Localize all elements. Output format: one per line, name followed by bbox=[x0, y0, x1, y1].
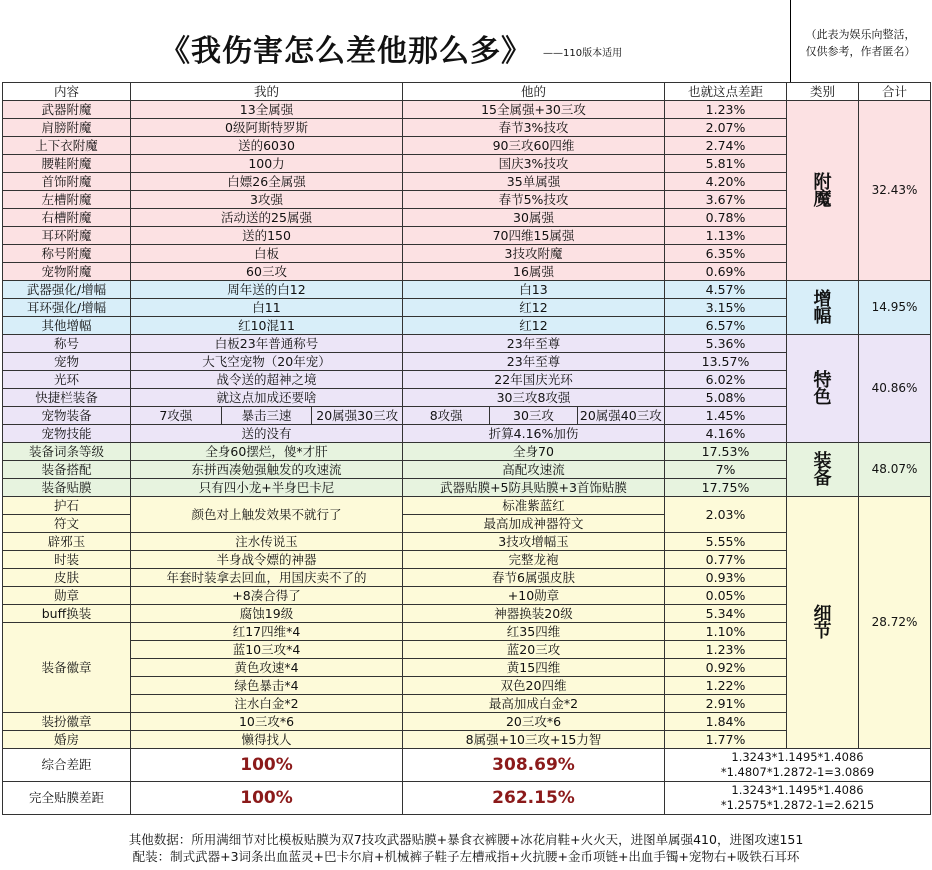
diff-value: 3.15% bbox=[665, 299, 787, 317]
item-name: 宠物装备 bbox=[3, 407, 131, 425]
mine-value: 全身60摆烂，傻*才肝 bbox=[131, 443, 403, 461]
mine-value: 60三攻 bbox=[131, 263, 403, 281]
item-name: 快捷栏装备 bbox=[3, 389, 131, 407]
diff-value: 1.84% bbox=[665, 713, 787, 731]
his-value: 春节5%技攻 bbox=[403, 191, 665, 209]
mine-value: 半身战令嫖的神器 bbox=[131, 551, 403, 569]
mine-value: 就这点加成还要啥 bbox=[131, 389, 403, 407]
note-line: 仅供参考，作者匿名） bbox=[805, 45, 916, 58]
diff-value: 4.57% bbox=[665, 281, 787, 299]
table-row bbox=[3, 335, 931, 353]
category-total: 40.86% bbox=[859, 335, 931, 443]
summary-his: 262.15% bbox=[403, 782, 665, 815]
item-name: 右槽附魔 bbox=[3, 209, 131, 227]
mine-value: 活动送的25属强 bbox=[131, 209, 403, 227]
mine-parts bbox=[131, 407, 402, 424]
mine-value: 战令送的超神之境 bbox=[131, 371, 403, 389]
his-value: 白13 bbox=[403, 281, 665, 299]
footer-line-data: 其他数据：所用满细节对比模板贴膜为双7技攻武器贴膜+暴食衣裤腰+冰花肩鞋+火火天，进图单属强410，进图攻速151 bbox=[128, 832, 804, 847]
calc-line: 1.3243*1.1495*1.4086 bbox=[731, 783, 864, 797]
diff-value: 0.93% bbox=[665, 569, 787, 587]
diff-value: 2.07% bbox=[665, 119, 787, 137]
his-value: 20三攻*6 bbox=[403, 713, 665, 731]
item-name: 其他增幅 bbox=[3, 317, 131, 335]
item-name: 武器附魔 bbox=[3, 101, 131, 119]
table-row bbox=[3, 281, 931, 299]
item-name: 勋章 bbox=[3, 587, 131, 605]
footer-notes bbox=[0, 828, 932, 870]
mine-value: 100力 bbox=[131, 155, 403, 173]
his-part: 20属强40三攻 bbox=[579, 408, 662, 423]
mine-value: 颜色对上触发效果不就行了 bbox=[131, 497, 403, 533]
his-value: 完整龙袍 bbox=[403, 551, 665, 569]
his-value: 15全属强+30三攻 bbox=[403, 101, 665, 119]
his-value: 30三攻8攻强 bbox=[403, 389, 665, 407]
mine-value: 年套时装拿去回血，用国庆卖不了的 bbox=[131, 569, 403, 587]
mine-value: 13全属强 bbox=[131, 101, 403, 119]
his-value: 30属强 bbox=[403, 209, 665, 227]
diff-value: 0.77% bbox=[665, 551, 787, 569]
his-value: 标准紫蓝红 bbox=[403, 497, 665, 515]
item-name: 时装 bbox=[3, 551, 131, 569]
item-name: 符文 bbox=[3, 515, 131, 533]
category-total: 32.43% bbox=[859, 101, 931, 281]
category-char: 细 bbox=[813, 603, 832, 625]
his-value: 90三攻60四维 bbox=[403, 137, 665, 155]
calc-line: 1.3243*1.1495*1.4086 bbox=[731, 750, 864, 764]
his-header: 他的 bbox=[403, 83, 665, 101]
summary-label: 完全贴膜差距 bbox=[3, 782, 131, 815]
mine-part: 暴击三速 bbox=[222, 407, 313, 424]
summary-calc bbox=[665, 782, 931, 815]
diff-value: 13.57% bbox=[665, 353, 787, 371]
mine-value: 10三攻*6 bbox=[131, 713, 403, 731]
item-name: 装备贴膜 bbox=[3, 479, 131, 497]
item-name: 肩膀附魔 bbox=[3, 119, 131, 137]
his-value: 3技攻增幅玉 bbox=[403, 533, 665, 551]
his-value: 神器换装20级 bbox=[403, 605, 665, 623]
category-char: 幅 bbox=[813, 305, 832, 327]
category-cell bbox=[787, 497, 859, 749]
mine-value: 黄色攻速*4 bbox=[131, 659, 403, 677]
category-cell bbox=[787, 101, 859, 281]
table-row bbox=[3, 443, 931, 461]
header bbox=[0, 0, 932, 82]
category-char: 节 bbox=[813, 620, 832, 642]
table-row bbox=[3, 749, 931, 782]
item-name: 装备搭配 bbox=[3, 461, 131, 479]
mine-value: 周年送的白12 bbox=[131, 281, 403, 299]
his-value: 高配攻速流 bbox=[403, 461, 665, 479]
mine-part: 20属强30三攻 bbox=[316, 408, 399, 423]
diff-value: 4.16% bbox=[665, 425, 787, 443]
diff-value: 2.91% bbox=[665, 695, 787, 713]
mine-value: 白嫖26全属强 bbox=[131, 173, 403, 191]
diff-value: 6.57% bbox=[665, 317, 787, 335]
calc-line: *1.2575*1.2872-1=2.6215 bbox=[720, 798, 875, 812]
mine-value: +8凑合得了 bbox=[131, 587, 403, 605]
diff-value: 0.69% bbox=[665, 263, 787, 281]
note-line: （此表为娱乐向整活， bbox=[805, 28, 916, 41]
item-name: 称号附魔 bbox=[3, 245, 131, 263]
category-total: 48.07% bbox=[859, 443, 931, 497]
diff-value: 2.03% bbox=[665, 497, 787, 533]
summary-calc bbox=[665, 749, 931, 782]
mine-value: 东拼西凑勉强触发的攻速流 bbox=[131, 461, 403, 479]
his-value: 70四维15属强 bbox=[403, 227, 665, 245]
item-name: 耳环附魔 bbox=[3, 227, 131, 245]
diff-value: 5.34% bbox=[665, 605, 787, 623]
his-value: 全身70 bbox=[403, 443, 665, 461]
category-char: 附 bbox=[813, 171, 832, 193]
item-name: 皮肤 bbox=[3, 569, 131, 587]
his-value: 武器贴膜+5防具贴膜+3首饰贴膜 bbox=[403, 479, 665, 497]
diff-value: 1.10% bbox=[665, 623, 787, 641]
diff-value: 5.36% bbox=[665, 335, 787, 353]
diff-value: 0.92% bbox=[665, 659, 787, 677]
his-value: 35单属强 bbox=[403, 173, 665, 191]
item-name: 上下衣附魔 bbox=[3, 137, 131, 155]
mine-value: 白板 bbox=[131, 245, 403, 263]
his-part: 8攻强 bbox=[403, 407, 490, 424]
item-name: 耳环强化/增幅 bbox=[3, 299, 131, 317]
his-value: 蓝20三攻 bbox=[403, 641, 665, 659]
diff-header: 也就这点差距 bbox=[665, 83, 787, 101]
summary-mine: 100% bbox=[131, 782, 403, 815]
his-value: 23年至尊 bbox=[403, 335, 665, 353]
his-value: 黄15四维 bbox=[403, 659, 665, 677]
his-value: 22年国庆光环 bbox=[403, 371, 665, 389]
his-parts bbox=[403, 407, 664, 424]
his-value: 春节6属强皮肤 bbox=[403, 569, 665, 587]
his-value: 3技攻附魔 bbox=[403, 245, 665, 263]
summary-his: 308.69% bbox=[403, 749, 665, 782]
item-name: 婚房 bbox=[3, 731, 131, 749]
item-name: 称号 bbox=[3, 335, 131, 353]
diff-value: 1.77% bbox=[665, 731, 787, 749]
category-char: 特 bbox=[813, 369, 832, 391]
diff-value: 1.13% bbox=[665, 227, 787, 245]
his-value: 16属强 bbox=[403, 263, 665, 281]
diff-value: 17.75% bbox=[665, 479, 787, 497]
mine-value: 腐蚀19级 bbox=[131, 605, 403, 623]
category-char: 备 bbox=[813, 467, 832, 489]
item-name: 光环 bbox=[3, 371, 131, 389]
his-part: 30三攻 bbox=[490, 407, 577, 424]
item-name: 辟邪玉 bbox=[3, 533, 131, 551]
item-name: 左槽附魔 bbox=[3, 191, 131, 209]
item-name: 装备词条等级 bbox=[3, 443, 131, 461]
mine-value: 0级阿斯特罗斯 bbox=[131, 119, 403, 137]
category-char: 色 bbox=[813, 386, 832, 408]
item-name: 护石 bbox=[3, 497, 131, 515]
his-value: 最高加成神器符文 bbox=[403, 515, 665, 533]
his-value: 红12 bbox=[403, 317, 665, 335]
his-value: 春节3%技攻 bbox=[403, 119, 665, 137]
item-name: 宠物 bbox=[3, 353, 131, 371]
item-name: 腰鞋附魔 bbox=[3, 155, 131, 173]
diff-value: 6.02% bbox=[665, 371, 787, 389]
item-name: 装扮徽章 bbox=[3, 713, 131, 731]
his-value: +10勋章 bbox=[403, 587, 665, 605]
total-header: 合计 bbox=[859, 83, 931, 101]
table-row bbox=[3, 83, 931, 101]
diff-value: 0.05% bbox=[665, 587, 787, 605]
mine-value: 大飞空宠物（20年宠） bbox=[131, 353, 403, 371]
mine-value: 注水传说玉 bbox=[131, 533, 403, 551]
mine-value: 白11 bbox=[131, 299, 403, 317]
his-value: 23年至尊 bbox=[403, 353, 665, 371]
mine-header: 我的 bbox=[131, 83, 403, 101]
mine-value: 白板23年普通称号 bbox=[131, 335, 403, 353]
mine-value: 懒得找人 bbox=[131, 731, 403, 749]
mine-value: 红10混11 bbox=[131, 317, 403, 335]
diff-value: 6.35% bbox=[665, 245, 787, 263]
content-header: 内容 bbox=[3, 83, 131, 101]
item-name: 宠物技能 bbox=[3, 425, 131, 443]
diff-value: 17.53% bbox=[665, 443, 787, 461]
diff-value: 5.08% bbox=[665, 389, 787, 407]
his-value: 双色20四维 bbox=[403, 677, 665, 695]
his-value: 8属强+10三攻+15力智 bbox=[403, 731, 665, 749]
table-row bbox=[3, 101, 931, 119]
mine-value: 注水白金*2 bbox=[131, 695, 403, 713]
calc-line: *1.4807*1.2872-1=3.0869 bbox=[720, 765, 875, 779]
his-value bbox=[403, 407, 665, 425]
category-char: 魔 bbox=[813, 188, 832, 210]
diff-value: 4.20% bbox=[665, 173, 787, 191]
mine-value: 绿色暴击*4 bbox=[131, 677, 403, 695]
footer-line-loadout: 配装：制式武器+3词条出血蓝灵+巴卡尔肩+机械裤子鞋子左槽戒指+火抗腰+金币项链+出血手镯+宠物右+吸铁石耳环 bbox=[132, 849, 800, 864]
table-row bbox=[3, 782, 931, 815]
disclaimer-note bbox=[790, 0, 930, 82]
mine-value: 蓝10三攻*4 bbox=[131, 641, 403, 659]
category-char: 装 bbox=[813, 450, 832, 472]
diff-value: 1.23% bbox=[665, 101, 787, 119]
diff-value: 0.78% bbox=[665, 209, 787, 227]
diff-value: 3.67% bbox=[665, 191, 787, 209]
item-name: 武器强化/增幅 bbox=[3, 281, 131, 299]
item-name: buff换装 bbox=[3, 605, 131, 623]
category-char: 增 bbox=[813, 288, 832, 310]
his-value: 国庆3%技攻 bbox=[403, 155, 665, 173]
diff-value: 1.45% bbox=[665, 407, 787, 425]
his-value: 红35四维 bbox=[403, 623, 665, 641]
page-subtitle: ——110版本适用 bbox=[543, 48, 623, 59]
diff-value: 5.81% bbox=[665, 155, 787, 173]
diff-value: 1.23% bbox=[665, 641, 787, 659]
item-name: 首饰附魔 bbox=[3, 173, 131, 191]
mine-value: 只有四小龙+半身巴卡尼 bbox=[131, 479, 403, 497]
mine-value bbox=[131, 407, 403, 425]
item-name: 装备徽章 bbox=[3, 623, 131, 713]
mine-value: 送的没有 bbox=[131, 425, 403, 443]
item-name: 宠物附魔 bbox=[3, 263, 131, 281]
category-cell bbox=[787, 443, 859, 497]
mine-value: 送的150 bbox=[131, 227, 403, 245]
summary-label: 综合差距 bbox=[3, 749, 131, 782]
his-value: 最高加成白金*2 bbox=[403, 695, 665, 713]
comparison-table bbox=[2, 82, 931, 815]
his-value: 红12 bbox=[403, 299, 665, 317]
mine-value: 红17四维*4 bbox=[131, 623, 403, 641]
mine-value: 3攻强 bbox=[131, 191, 403, 209]
category-cell bbox=[787, 335, 859, 443]
category-header: 类别 bbox=[787, 83, 859, 101]
page-title: 《我伤害怎么差他那么多》 bbox=[160, 34, 532, 69]
table-row bbox=[3, 497, 931, 515]
diff-value: 5.55% bbox=[665, 533, 787, 551]
mine-part: 7攻强 bbox=[131, 407, 222, 424]
category-total: 28.72% bbox=[859, 497, 931, 749]
diff-value: 7% bbox=[665, 461, 787, 479]
his-value: 折算4.16%加伤 bbox=[403, 425, 665, 443]
mine-value: 送的6030 bbox=[131, 137, 403, 155]
category-cell bbox=[787, 281, 859, 335]
category-total: 14.95% bbox=[859, 281, 931, 335]
summary-mine: 100% bbox=[131, 749, 403, 782]
diff-value: 1.22% bbox=[665, 677, 787, 695]
diff-value: 2.74% bbox=[665, 137, 787, 155]
